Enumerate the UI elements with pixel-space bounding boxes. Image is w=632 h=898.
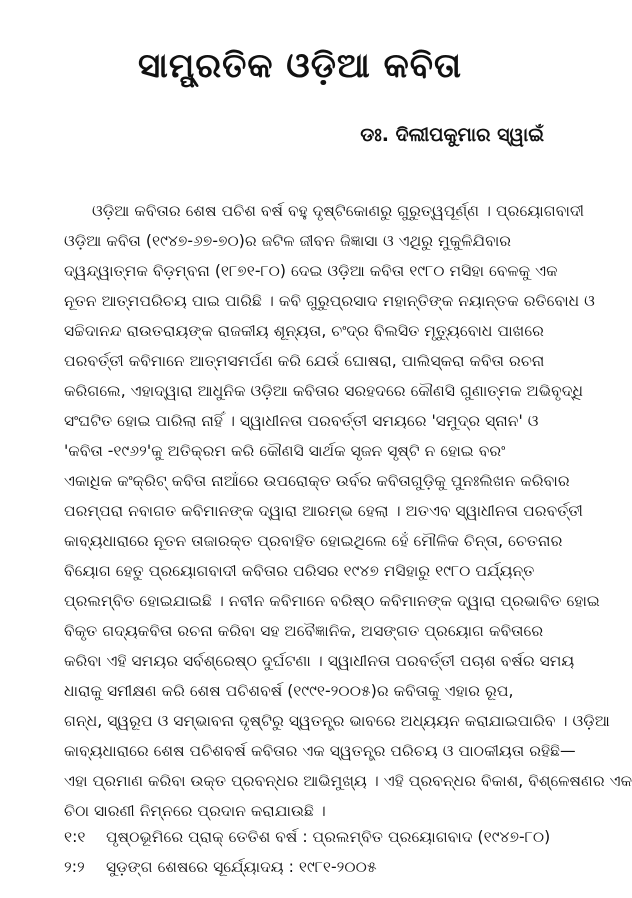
paragraph-line: ସଚ୍ଚିଦାନନ୍ଦ ରାଉତରାୟଙ୍କ ରାଜକୀୟ ଶୂନ୍ୟତା, ଚଂଦ୍ର ବିଲସିତ ମୃତ୍ୟୁବୋଧ ପାଖରେ [64,322,544,340]
paragraph-line: ବିୟୋଗ ହେତୁ ପ୍ରୟୋଗବାଦୀ କବିତାର ପରିସର ୧୯୪୭ ମସିହାରୁ ୧୯୮୦ ପର୍ଯ୍ୟନ୍ତ [64,562,535,580]
paragraph-line: ଏହା ପ୍ରମାଣ କରିବା ଉକ୍ତ ପ୍ରବନ୍ଧର ଆଭିମୁଖ୍ୟ । ଏହି ପ୍ରବନ୍ଧର ବିକାଶ, ବିଶ୍ଳେଷଣର ଏକ [64,772,632,790]
section-number: ୨:୨ [64,858,85,876]
paragraph-line: ବିକୃତ ଗଦ୍ୟକବିତା ରଚନା କରିବା ସହ ଅବୈଜ୍ଞାନିକ, ଅସଙ୍ଗତ ପ୍ରୟୋଗ କବିତାରେ [64,622,544,640]
paragraph-line: କରିବା ଏହି ସମୟର ସର୍ବଶ୍ରେଷ୍ଠ ଦୁର୍ଘଟଣା । ସ୍ୱାଧୀନତା ପରବର୍ତ୍ତୀ ପଚାଶ ବର୍ଷର ସମୟ [64,652,575,670]
section-title: ସୁଡ଼ଙ୍ଗ ଶେଷରେ ସୂର୍ଯ୍ୟୋଦୟ : ୧୯୮୧-୨୦୦୫ [106,858,377,876]
paragraph-line: କାବ୍ୟଧାରାରେ ନୂତନ ତାଜାରକ୍ତ ପ୍ରବାହିତ ହୋଇଥିଲେ ହେଁ ମୌଳିକ ଚିନ୍ତା, ଚେତନାର [64,532,563,550]
paragraph-line: ଧାରାକୁ ସମୀକ୍ଷଣ କରି ଶେଷ ପଚିଶବର୍ଷ (୧୯୯୧-୨୦୦୫)ର କବିତାକୁ ଏହାର ରୂପ, [64,682,514,700]
paragraph-line: ଚିଠା ସାରଣୀ ନିମ୍ନରେ ପ୍ରଦାନ କରାଯାଉଛି । [64,802,326,820]
paragraph-line: ଓଡ଼ିଆ କବିତାର ଶେଷ ପଚିଶ ବର୍ଷ ବହୁ ଦୃଷ୍ଟିକୋଣରୁ ଗୁରୁତ୍ୱପୂର୍ଣ୍ଣ । ପ୍ରୟୋଗବାଦୀ [92,202,585,220]
paragraph-line: ନୂତନ ଆତ୍ମପରିଚୟ ପାଇ ପାରିଛି । କବି ଗୁରୁପ୍ରସାଦ ମହାନ୍ତିଙ୍କ ନୟାନ୍ତକ ରତିବୋଧ ଓ [64,292,595,310]
paragraph-line: କାବ୍ୟଧାରାରେ ଶେଷ ପଚିଶବର୍ଷ କବିତାର ଏକ ସ୍ୱତନ୍ତ୍ର ପରିଚୟ ଓ ପାଠକୀୟତା ରହିଛି— [64,742,576,760]
paragraph-line: 'କବିତା -୧୯୬୨'କୁ ଅତିକ୍ରମ କରି କୌଣସି ସାର୍ଥକ ସୃଜନ ସୃଷ୍ଟି ନ ହୋଇ ବରଂ [64,442,506,460]
page-title: ସାମ୍ପ୍ରତିକ ଓଡ଼ିଆ କବିତା [137,46,463,86]
body-paragraph [64,196,632,826]
paragraph-line: ପରମ୍ପରା ନବାଗତ କବିମାନଙ୍କ ଦ୍ୱାରା ଆରମ୍ଭ ହେଲା । ଅତଏବ ସ୍ୱାଧୀନତା ପରବର୍ତ୍ତୀ [64,502,583,520]
section-number: ୧:୧ [64,828,86,846]
section-item [64,822,569,852]
section-item [64,852,569,882]
paragraph-line: କରିଗଲେ, ଏହାଦ୍ୱାରା ଆଧୁନିକ ଓଡ଼ିଆ କବିତାର ସରହଦରେ କୌଣସି ଗୁଣାତ୍ମକ ଅଭିବୃଦ୍ଧି [64,382,584,400]
paragraph-line: ଗନ୍ଧ, ସ୍ୱରୂପ ଓ ସମ୍ଭାବନା ଦୃଷ୍ଟିରୁ ସ୍ୱତନ୍ତ୍ର ଭାବରେ ଅଧ୍ୟୟନ କରାଯାଇପାରିବ । ଓଡ଼ିଆ [64,712,610,730]
paragraph-line: ପରବର୍ତ୍ତୀ କବିମାନେ ଆତ୍ମସମର୍ପଣ କରି ଯେଉଁ ଘୋଷରା, ପାଲିସ୍କରା କବିତା ରଚନା [64,352,545,370]
paragraph-line: ସଂଘଟିତ ହୋଇ ପାରିଲା ନାହିଁ । ସ୍ୱାଧୀନତା ପରବର୍ତ୍ତୀ ସମୟରେ 'ସମୁଦ୍ର ସ୍ନାନ' ଓ [64,412,539,430]
paragraph-line: ଓଡ଼ିଆ କବିତା (୧୯୪୭-୬୭-୭୦)ର ଜଟିଳ ଜୀବନ ଜିଜ୍ଞାସା ଓ ଏଥିରୁ ମୁକୁଳିଯିବାର [64,232,512,250]
section-list [64,822,569,882]
section-title: ପୃଷ୍ଠଭୂମିରେ ପ୍ରାକ୍ ତେତିଶ ବର୍ଷ : ପ୍ରଲମ୍ବିତ ପ୍ରୟୋଗବାଦ (୧୯୪୭-୮୦) [106,828,551,846]
author-name: ଡଃ. ଦିଲୀପକୁମାର ସ୍ୱାଇଁ [360,124,544,146]
paragraph-line: ପ୍ରଲମ୍ବିତ ହୋଇଯାଇଛି । ନବୀନ କବିମାନେ ବରିଷ୍ଠ କବିମାନଙ୍କ ଦ୍ୱାରା ପ୍ରଭାବିତ ହୋଇ [64,592,600,610]
paragraph-line: ଏକାଧିକ କଂକ୍ରିଟ୍ କବିତା ନାଆଁରେ ଉପରୋକ୍ତ ଉର୍ବର କବିତାଗୁଡ଼ିକୁ ପୁନଃଲିଖନ କରିବାର [64,472,570,490]
paragraph-line: ଦ୍ୱନ୍ଦ୍ୱାତ୍ମକ ବିଡ଼ମ୍ବନା (୧୮୭୧-୮୦) ଦେଇ ଓଡ଼ିଆ କବିତା ୧୯୮୦ ମସିହା ବେଳକୁ ଏକ [64,262,558,280]
